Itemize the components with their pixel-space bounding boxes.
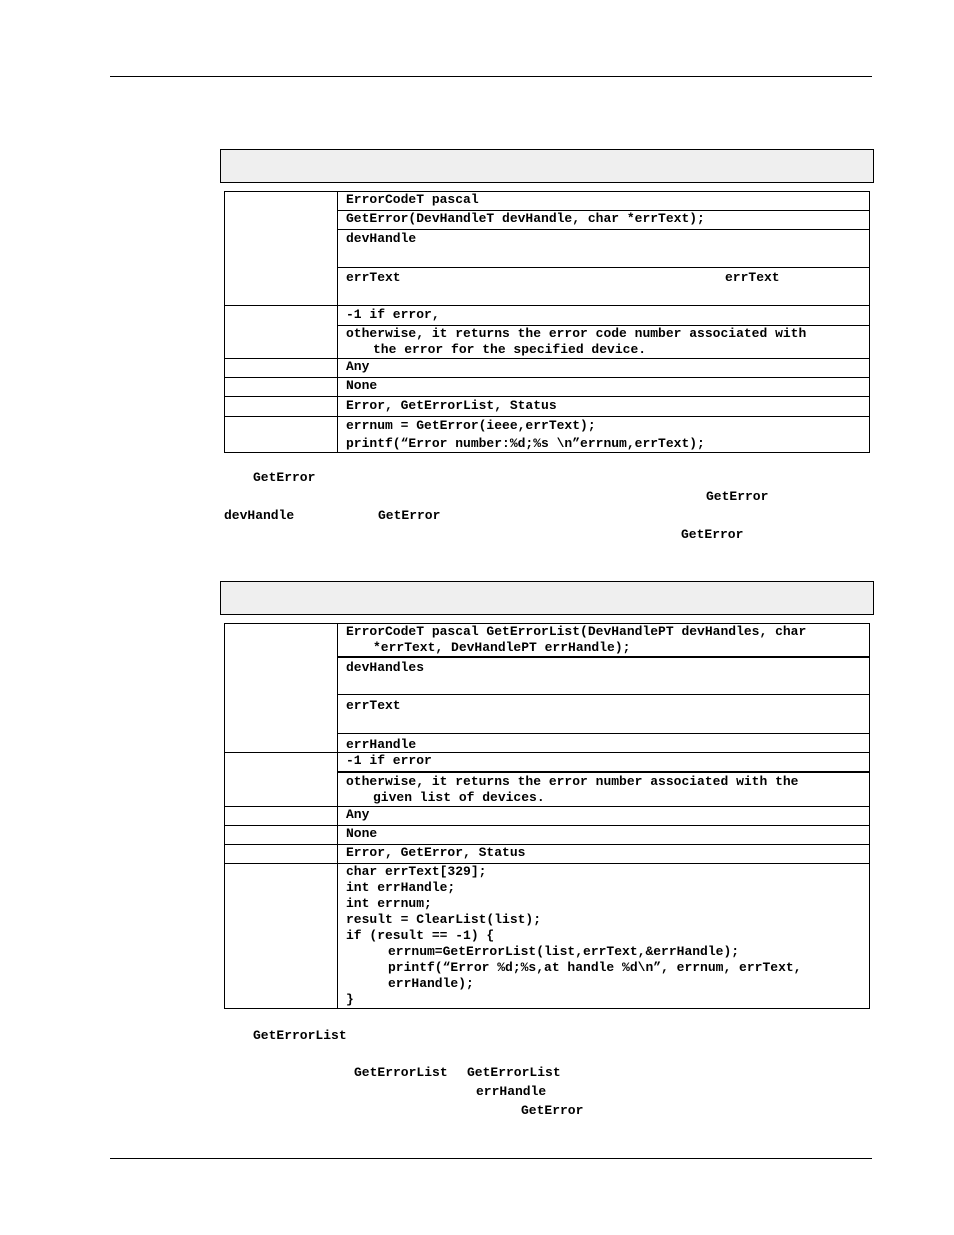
body-ref: GetErrorList: [253, 1028, 347, 1043]
param-devhandle-name: devHandle: [346, 231, 417, 246]
example-line: errHandle);: [388, 976, 474, 991]
syntax-cell: [338, 624, 870, 753]
body-ref: GetError: [521, 1103, 584, 1118]
syntax-line-2: *errText, DevHandlePT errHandle);: [373, 640, 631, 655]
returns-cell: [338, 753, 870, 807]
example-line: printf(“Error %d;%s,at handle %d\n”, errnum, errText,: [388, 960, 802, 975]
param-errtext-name: errText: [346, 698, 401, 713]
body-ref: GetError: [253, 470, 316, 485]
row-any-value: Any: [346, 807, 370, 822]
param-devhandle-row: [338, 229, 869, 267]
example-line: errnum = GetError(ieee,errText);: [346, 418, 596, 433]
body-ref: GetErrorList: [354, 1065, 448, 1080]
example-line: }: [346, 992, 354, 1007]
returns-line-1: -1 if error,: [346, 307, 440, 322]
row-none-value: None: [346, 826, 378, 841]
see-also-label: [225, 397, 338, 417]
section2-api-table: [224, 623, 870, 1009]
example-line: int errHandle;: [346, 880, 456, 895]
example-line: char errText[329];: [346, 864, 487, 879]
returns-cell: [338, 306, 870, 359]
returns-line-1: -1 if error: [346, 753, 432, 768]
example-label: [225, 417, 338, 453]
body-ref: GetError: [706, 489, 769, 504]
row-any-label: [225, 807, 338, 826]
top-rule: [110, 76, 872, 77]
returns-line-2a: otherwise, it returns the error number associated with the: [346, 774, 799, 789]
returns-label-cell: [225, 306, 338, 359]
syntax-label-cell: [225, 192, 338, 306]
syntax-cell: [338, 192, 870, 306]
section2-header-box: [220, 581, 874, 615]
returns-line-2b: given list of devices.: [373, 790, 545, 805]
row-any-label: [225, 359, 338, 378]
example-cell: [338, 417, 870, 453]
syntax-line-1: ErrorCodeT pascal: [346, 192, 479, 207]
body-ref: errHandle: [476, 1084, 547, 1099]
bottom-rule: [110, 1158, 872, 1159]
param-devhandles-row: [338, 656, 869, 694]
returns-line-2b: the error for the specified device.: [373, 342, 647, 357]
returns-line-2: [338, 771, 869, 806]
returns-line-2: [338, 325, 869, 358]
row-any-value: Any: [346, 359, 370, 374]
syntax-line-2: GetError(DevHandleT devHandle, char *errText);: [338, 210, 869, 229]
body-ref: devHandle: [224, 508, 295, 523]
section1-header-box: [220, 149, 874, 183]
row-none-label: [225, 826, 338, 845]
example-line: int errnum;: [346, 896, 432, 911]
example-cell: [338, 864, 870, 1009]
see-also-value: Error, GetErrorList, Status: [346, 398, 557, 413]
syntax-block: [338, 624, 869, 656]
example-line: printf(“Error number:%d;%s \n”errnum,errText);: [346, 436, 705, 451]
returns-label-cell: [225, 753, 338, 807]
example-line: if (result == -1) {: [346, 928, 495, 943]
body-ref: GetError: [378, 508, 441, 523]
returns-line-2a: otherwise, it returns the error code number associated with: [346, 326, 807, 341]
param-errhandle-row: [338, 733, 869, 752]
param-errtext-name: errText: [346, 270, 401, 285]
section1-api-table: [224, 191, 870, 453]
example-label: [225, 864, 338, 1009]
row-none-label: [225, 378, 338, 397]
param-errhandle-name: errHandle: [346, 737, 417, 752]
row-none-value: None: [346, 378, 378, 393]
body-ref: GetErrorList: [467, 1065, 561, 1080]
syntax-line-1: ErrorCodeT pascal GetErrorList(DevHandlePT devHandles, char: [346, 624, 807, 639]
param-errtext-row: [338, 267, 869, 305]
param-errtext-ref: errText: [725, 270, 780, 285]
see-also-value: Error, GetError, Status: [346, 845, 526, 860]
syntax-label-cell: [225, 624, 338, 753]
example-line: result = ClearList(list);: [346, 912, 542, 927]
param-errtext-row: [338, 694, 869, 733]
see-also-label: [225, 845, 338, 864]
example-line: errnum=GetErrorList(list,errText,&errHandle);: [388, 944, 740, 959]
param-devhandles-name: devHandles: [346, 660, 425, 675]
body-ref: GetError: [681, 527, 744, 542]
